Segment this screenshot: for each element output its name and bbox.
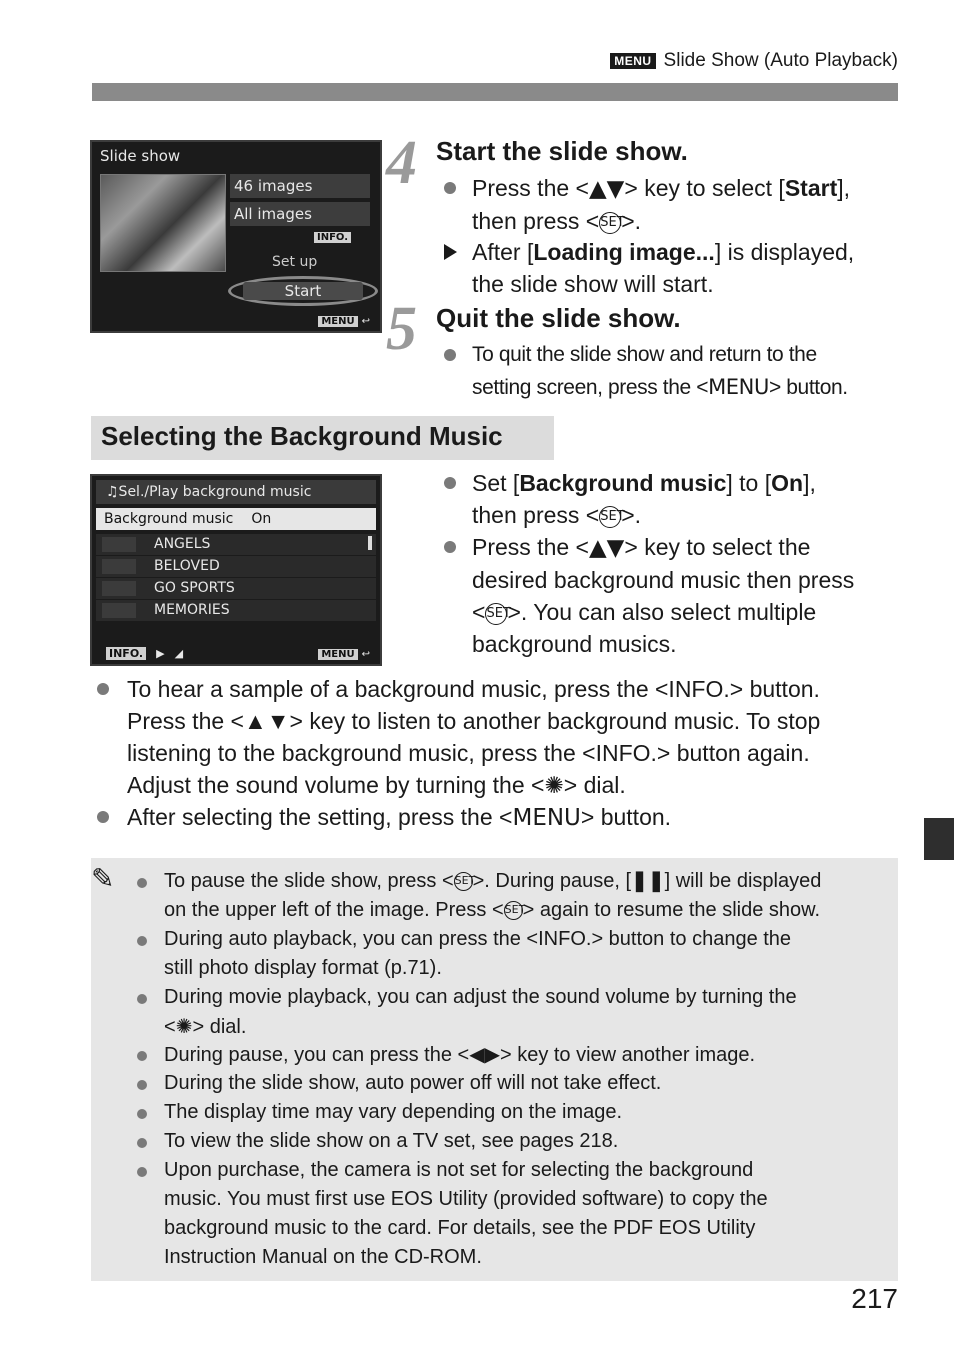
list-item: BELOVED [96,556,376,577]
note-item: Upon purchase, the camera is not set for selecting the background music. You must first use EOS Utility (provided software) to copy the background music to the card. For details, see the PDF EOS Utility Instruction Manual on the CD-ROM. [164,1159,768,1268]
screen-title: Slide show [100,147,181,165]
set-button-icon: SET [504,901,523,920]
bullet-icon [137,1138,147,1148]
music-bullet-1: Set [Background music] to [On], then press <SET>. [472,470,816,528]
section-subheading: Selecting the Background Music [91,416,554,460]
cross-keys-icon: ▲▼ [588,535,625,561]
menu-button-icon: MENU [512,805,581,831]
bullet-icon [444,349,456,361]
preview-photo [100,174,226,272]
info-badge: INFO. [314,232,351,243]
bullet-icon [97,811,109,823]
screen-footer [106,647,183,660]
header-rule [92,83,898,101]
note-item: The display time may vary depending on the image. [164,1101,623,1123]
scrollbar [368,536,372,550]
bullet-icon [137,1167,147,1177]
main-dial-icon: ✺ [175,1014,193,1038]
page-number: 217 [851,1283,898,1314]
note-item: During movie playback, you can adjust the sound volume by turning the <✺> dial. [164,986,797,1038]
bullet-icon [137,1051,147,1061]
set-button-icon: SET [599,506,621,528]
set-button-icon: SET [454,872,473,891]
setup-option: Set up [272,254,318,270]
set-button-icon: SET [485,603,507,625]
note-item: During auto playback, you can press the <INFO.> button to change the still photo display format (p.71). [164,928,792,979]
left-right-keys-icon: ◀▶ [469,1042,500,1066]
return-icon: ↩ [361,316,370,327]
note-item: To view the slide show on a TV set, see pages 218. [164,1130,619,1152]
start-option-highlight [228,276,378,306]
music-bullet-2: Press the <▲▼> key to select the desired background music then press <SET>. You can also select multiple background musics. [472,534,855,657]
list-item: ANGELS [96,534,376,555]
chapter-tab [924,818,954,860]
set-button-icon: SET [599,212,621,234]
step-number-4: 4 [386,129,417,197]
step-4-result: After [Loading image...] is displayed, the slide show will start. [472,239,855,297]
step-number-5: 5 [386,295,417,363]
notes-box [91,858,898,1281]
bullet-icon [444,541,456,553]
menu-button-icon: MENU [708,375,769,399]
background-music-setting: Background music On [96,508,376,530]
bullet-icon [444,182,456,194]
pause-icon: ❚❚ [631,870,665,892]
section-title: Slide Show (Auto Playback) [663,50,898,71]
bullet-icon [444,477,456,489]
menu-badge: MENU [318,316,357,327]
running-header [610,50,898,72]
bullet-icon [137,994,147,1004]
slide-show-screen-image [90,140,382,333]
background-music-screen-image [90,474,382,666]
result-arrow-icon [444,244,457,260]
menu-return [318,316,370,327]
start-option: Start [243,282,363,300]
note-item: During the slide show, auto power off will not take effect. [164,1072,662,1094]
bullet-icon [137,878,147,888]
info-badge: INFO. [106,647,146,660]
after-setting-paragraph: After selecting the setting, press the <MENU> button. [127,804,672,831]
sample-listen-paragraph: To hear a sample of a background music, press the <INFO.> button. Press the <▲▼> key to listen to another background music. To stop listening to the background music, press the <INFO.> button again. Adjust the sound volume by turning the <✺> dial. [127,676,821,799]
menu-badge: MENU [318,649,357,660]
list-item: MEMORIES [96,600,376,621]
bullet-icon [97,683,109,695]
menu-return [318,649,370,660]
step-5-bullet-1: To quit the slide show and return to the setting screen, press the <MENU> button. [472,343,848,399]
bullet-icon [137,1080,147,1090]
volume-icon: ◢ [174,647,184,660]
step-4-bullet-1: Press the <▲▼> key to select [Start], then press <SET>. [472,175,851,234]
all-images-row: All images [230,202,370,226]
menu-badge-icon: MENU [610,53,655,69]
return-icon: ↩ [361,649,370,660]
cross-keys-icon: ▲▼ [588,176,625,202]
note-pencil-icon: ✎ [91,863,115,894]
bullet-icon [137,936,147,946]
note-item: During pause, you can press the <◀▶> key to view another image. [164,1042,756,1066]
step-5-title: Quit the slide show. [436,303,681,333]
images-count-row: 46 images [230,174,370,198]
bullet-icon [137,1109,147,1119]
main-dial-icon: ✺ [544,773,564,799]
play-icon: ▶ [156,647,165,660]
screen-title: ♫Sel./Play background music [96,480,376,504]
step-4-title: Start the slide show. [436,136,688,166]
note-item: To pause the slide show, press <SET>. During pause, [❚❚] will be displayed on the upper left of the image. Press <SET> again to resume the slide show. [164,870,822,921]
list-item: GO SPORTS [96,578,376,599]
